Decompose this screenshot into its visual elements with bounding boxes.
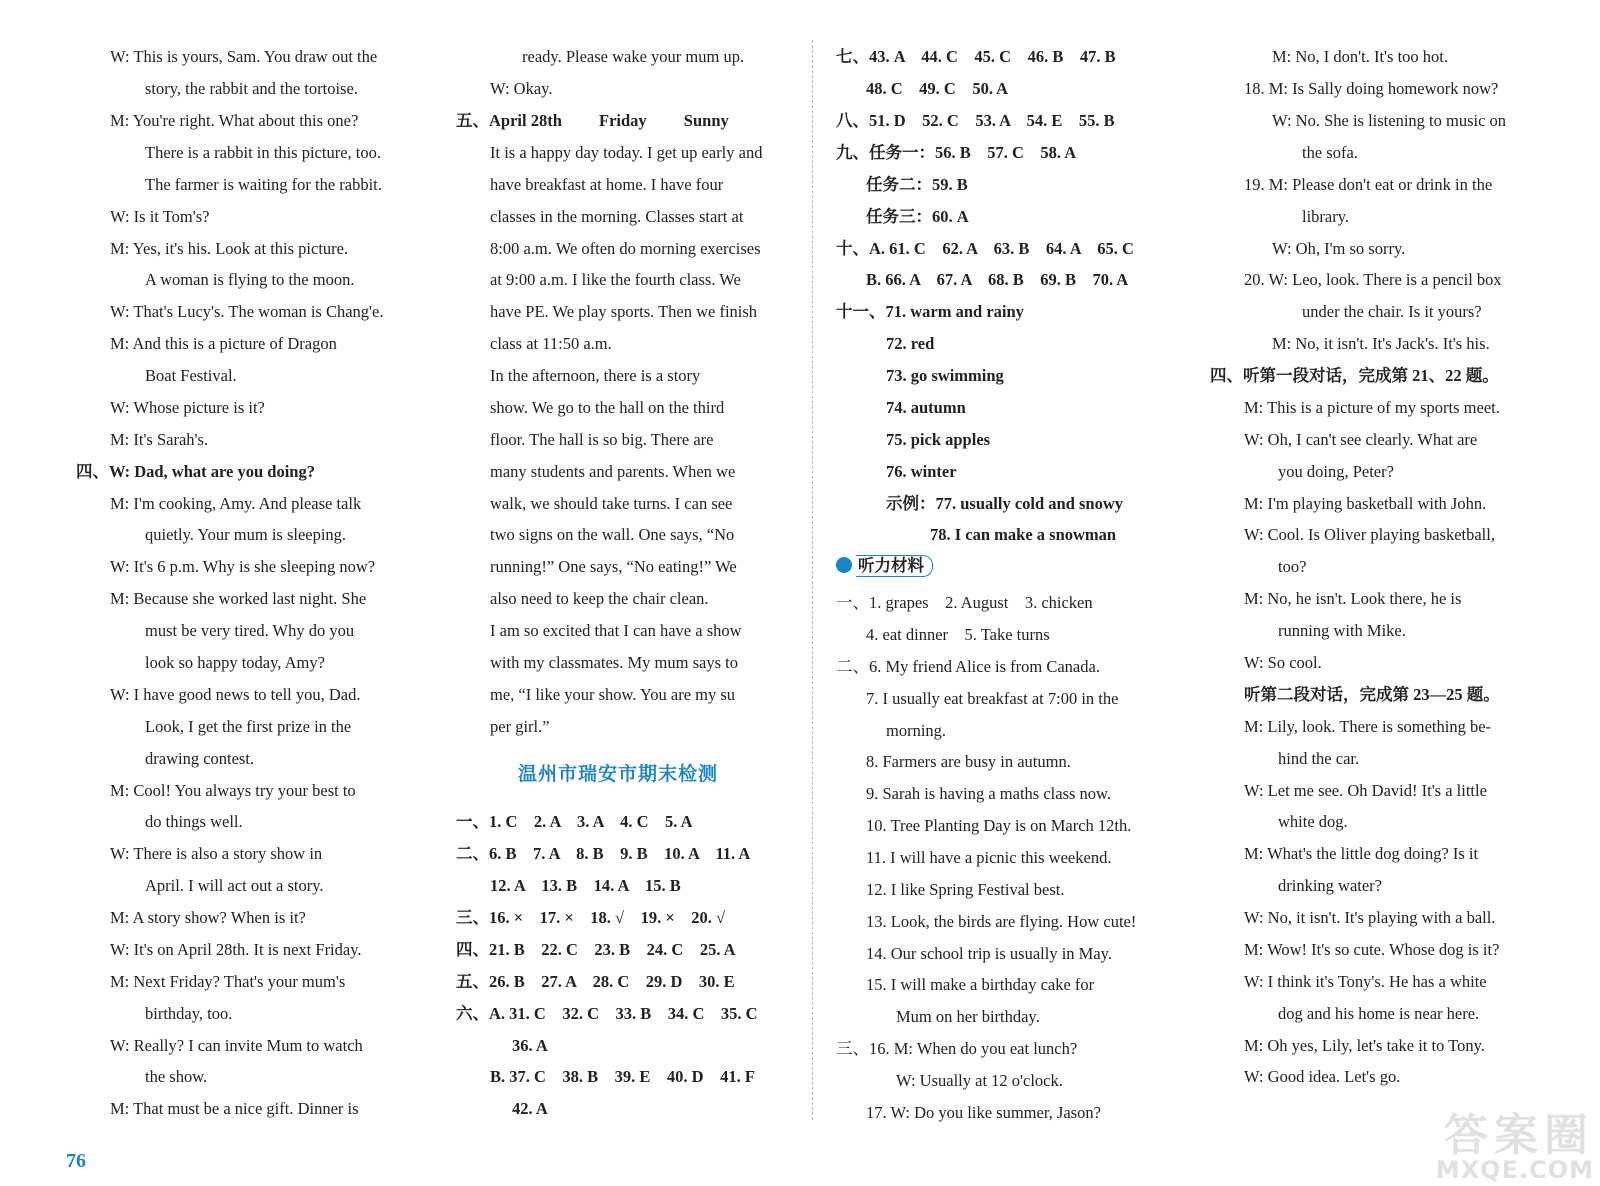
text-line: running with Mike. — [1278, 621, 1406, 640]
text-line: drinking water? — [1278, 876, 1383, 895]
text-line: me, “I like your show. You are my su — [490, 685, 736, 704]
text-line: white dog. — [1278, 812, 1348, 831]
text-line: 9. Sarah is having a maths class now. — [866, 784, 1112, 803]
page-number: 76 — [66, 1150, 86, 1172]
answer-line: 12. A 13. B 14. A 15. B — [490, 876, 681, 895]
text-line: It is a happy day today. I get up early and — [490, 143, 763, 162]
text-line: 12. I like Spring Festival best. — [866, 880, 1065, 899]
text-line: M: Lily, look. There is something be- — [1244, 717, 1492, 736]
text-line: M: Because she worked last night. She — [110, 589, 367, 608]
text-line: 20. W: Leo, look. There is a pencil box — [1244, 270, 1502, 289]
text-line: Boat Festival. — [145, 366, 237, 385]
section-title: 温州市瑞安市期末检测 — [518, 764, 719, 785]
text-line: The farmer is waiting for the rabbit. — [145, 175, 382, 194]
text-line: W: Cool. Is Oliver playing basketball, — [1244, 525, 1495, 544]
text-line: M: Yes, it's his. Look at this picture. — [110, 239, 349, 258]
text-line: classes in the morning. Classes start at — [490, 207, 744, 226]
section-heading: 四、W: Dad, what are you doing? — [76, 462, 315, 481]
text-line: under the chair. Is it yours? — [1302, 302, 1482, 321]
text-line: too? — [1278, 557, 1307, 576]
watermark-site: MXQE.COM — [1435, 1156, 1594, 1184]
text-line: many students and parents. When we — [490, 462, 736, 481]
text-line: hind the car. — [1278, 749, 1360, 768]
text-line: M: Wow! It's so cute. Whose dog is it? — [1244, 940, 1500, 959]
watermark — [1435, 1110, 1594, 1184]
text-line: Look, I get the first prize in the — [145, 717, 352, 736]
text-line: two signs on the wall. One says, “No — [490, 525, 735, 544]
text-line: W: Usually at 12 o'clock. — [896, 1071, 1063, 1090]
answer-line: 任务三：60. A — [866, 207, 969, 226]
text-line: show. We go to the hall on the third — [490, 398, 725, 417]
text-line: W: No. She is listening to music on — [1272, 111, 1507, 130]
text-line: M: No, I don't. It's too hot. — [1272, 47, 1448, 66]
answer-line: 76. winter — [886, 462, 957, 481]
text-line: look so happy today, Amy? — [145, 653, 325, 672]
text-line: 4. eat dinner 5. Take turns — [866, 625, 1050, 644]
answer-line: 36. A — [512, 1036, 548, 1055]
text-line: 一、1. grapes 2. August 3. chicken — [836, 593, 1093, 612]
answer-line: 74. autumn — [886, 398, 966, 417]
answer-line: 十、A. 61. C 62. A 63. B 64. A 65. C — [836, 239, 1134, 258]
watermark-chars: 答案圈 — [1444, 1110, 1594, 1161]
text-line: W: Really? I can invite Mum to watch — [110, 1036, 363, 1055]
text-line: M: Cool! You always try your best to — [110, 781, 356, 800]
text-line: story, the rabbit and the tortoise. — [145, 79, 358, 98]
text-line: W: Good idea. Let's go. — [1244, 1067, 1401, 1086]
text-line: 18. M: Is Sally doing homework now? — [1244, 79, 1499, 98]
text-line: W: It's on April 28th. It is next Friday. — [110, 940, 362, 959]
answer-line: 一、1. C 2. A 3. A 4. C 5. A — [456, 812, 693, 831]
text-line: M: I'm playing basketball with John. — [1244, 494, 1487, 513]
text-line: have PE. We play sports. Then we finish — [490, 302, 758, 321]
text-line: morning. — [886, 721, 947, 740]
text-line: birthday, too. — [145, 1004, 233, 1023]
text-line: drawing contest. — [145, 749, 255, 768]
text-line: Mum on her birthday. — [896, 1007, 1040, 1026]
text-line: W: There is also a story show in — [110, 844, 323, 863]
text-line: 17. W: Do you like summer, Jason? — [866, 1103, 1101, 1122]
text-line: M: You're right. What about this one? — [110, 111, 359, 130]
text-line: must be very tired. Why do you — [145, 621, 355, 640]
text-line: M: This is a picture of my sports meet. — [1244, 398, 1500, 417]
listening-material-label: 听力材料 — [836, 555, 933, 577]
text-line: floor. The hall is so big. There are — [490, 430, 714, 449]
text-line: also need to keep the chair clean. — [490, 589, 709, 608]
answer-line: B. 66. A 67. A 68. B 69. B 70. A — [866, 270, 1129, 289]
answer-line: 二、6. B 7. A 8. B 9. B 10. A 11. A — [456, 844, 751, 863]
text-line: 11. I will have a picnic this weekend. — [866, 848, 1112, 867]
text-line: There is a rabbit in this picture, too. — [145, 143, 381, 162]
text-line: per girl.” — [490, 717, 550, 736]
text-line: W: Whose picture is it? — [110, 398, 265, 417]
answer-line: 九、任务一：56. B 57. C 58. A — [836, 143, 1077, 162]
answer-line: 三、16. × 17. × 18. √ 19. × 20. √ — [456, 908, 726, 927]
section-heading: 听第二段对话，完成第 23—25 题。 — [1244, 685, 1500, 704]
answer-line: B. 37. C 38. B 39. E 40. D 41. F — [490, 1067, 755, 1086]
text-line: W: Is it Tom's? — [110, 207, 210, 226]
text-line: 13. Look, the birds are flying. How cute! — [866, 912, 1137, 931]
answer-line: 75. pick apples — [886, 430, 991, 449]
text-line: at 9:00 a.m. I like the fourth class. We — [490, 270, 741, 289]
text-line: W: Oh, I'm so sorry. — [1272, 239, 1406, 258]
text-line: A woman is flying to the moon. — [145, 270, 355, 289]
text-line: have breakfast at home. I have four — [490, 175, 724, 194]
section-heading: 四、听第一段对话，完成第 21、22 题。 — [1210, 366, 1499, 385]
text-line: M: Oh yes, Lily, let's take it to Tony. — [1244, 1036, 1485, 1055]
text-line: M: Next Friday? That's your mum's — [110, 972, 346, 991]
answer-line: 72. red — [886, 334, 935, 353]
text-line: W: It's 6 p.m. Why is she sleeping now? — [110, 557, 376, 576]
text-line: M: What's the little dog doing? Is it — [1244, 844, 1479, 863]
answer-line: 七、43. A 44. C 45. C 46. B 47. B — [836, 47, 1116, 66]
text-line: W: No, it isn't. It's playing with a ball. — [1244, 908, 1496, 927]
text-line: M: It's Sarah's. — [110, 430, 209, 449]
text-line: 15. I will make a birthday cake for — [866, 975, 1095, 994]
text-line: M: And this is a picture of Dragon — [110, 334, 337, 353]
text-line: W: Okay. — [490, 79, 553, 98]
answer-line: 示例：77. usually cold and snowy — [886, 494, 1124, 513]
text-line: 8. Farmers are busy in autumn. — [866, 752, 1071, 771]
text-line: library. — [1302, 207, 1350, 226]
text-line: M: A story show? When is it? — [110, 908, 306, 927]
text-line: 8:00 a.m. We often do morning exercises — [490, 239, 761, 258]
text-line: M: No, it isn't. It's Jack's. It's his. — [1272, 334, 1490, 353]
text-line: the show. — [145, 1067, 208, 1086]
answer-line: 42. A — [512, 1099, 548, 1118]
text-line: M: No, he isn't. Look there, he is — [1244, 589, 1462, 608]
text-line: 10. Tree Planting Day is on March 12th. — [866, 816, 1132, 835]
text-line: 19. M: Please don't eat or drink in the — [1244, 175, 1493, 194]
text-line: 二、6. My friend Alice is from Canada. — [836, 657, 1100, 676]
text-line: do things well. — [145, 812, 243, 831]
answer-line: 八、51. D 52. C 53. A 54. E 55. B — [836, 111, 1115, 130]
text-line: quietly. Your mum is sleeping. — [145, 525, 347, 544]
answer-line: 四、21. B 22. C 23. B 24. C 25. A — [456, 940, 736, 959]
text-line: W: This is yours, Sam. You draw out the — [110, 47, 378, 66]
section-heading: 五、April 28th Friday Sunny — [456, 111, 729, 130]
text-line: M: That must be a nice gift. Dinner is — [110, 1099, 359, 1118]
headphones-icon — [836, 557, 852, 573]
text-line: you doing, Peter? — [1278, 462, 1394, 481]
text-line: In the afternoon, there is a story — [490, 366, 701, 385]
text-line: 14. Our school trip is usually in May. — [866, 944, 1112, 963]
text-line: W: Oh, I can't see clearly. What are — [1244, 430, 1478, 449]
text-line: W: Let me see. Oh David! It's a little — [1244, 781, 1487, 800]
answer-line: 73. go swimming — [886, 366, 1004, 385]
text-line: the sofa. — [1302, 143, 1358, 162]
text-line: W: So cool. — [1244, 653, 1322, 672]
text-line: W: That's Lucy's. The woman is Chang'e. — [110, 302, 384, 321]
answer-line: 十一、71. warm and rainy — [836, 302, 1024, 321]
text-line: class at 11:50 a.m. — [490, 334, 612, 353]
answer-line: 48. C 49. C 50. A — [866, 79, 1009, 98]
text-line: M: I'm cooking, Amy. And please talk — [110, 494, 362, 513]
column-divider — [812, 40, 813, 1120]
text-line: 7. I usually eat breakfast at 7:00 in the — [866, 689, 1119, 708]
answer-line: 78. I can make a snowman — [930, 525, 1117, 544]
text-line: walk, we should take turns. I can see — [490, 494, 733, 513]
text-line: 三、16. M: When do you eat lunch? — [836, 1039, 1078, 1058]
answer-line: 六、A. 31. C 32. C 33. B 34. C 35. C — [456, 1004, 758, 1023]
answer-line: 五、26. B 27. A 28. C 29. D 30. E — [456, 972, 735, 991]
text-line: ready. Please wake your mum up. — [522, 47, 745, 66]
answer-line: 任务二：59. B — [866, 175, 968, 194]
text-line: W: I think it's Tony's. He has a white — [1244, 972, 1487, 991]
text-line: April. I will act out a story. — [145, 876, 324, 895]
text-line: I am so excited that I can have a show — [490, 621, 742, 640]
text-line: running!” One says, “No eating!” We — [490, 557, 737, 576]
text-line: with my classmates. My mum says to — [490, 653, 738, 672]
text-line: W: I have good news to tell you, Dad. — [110, 685, 361, 704]
text-line: dog and his home is near here. — [1278, 1004, 1480, 1023]
